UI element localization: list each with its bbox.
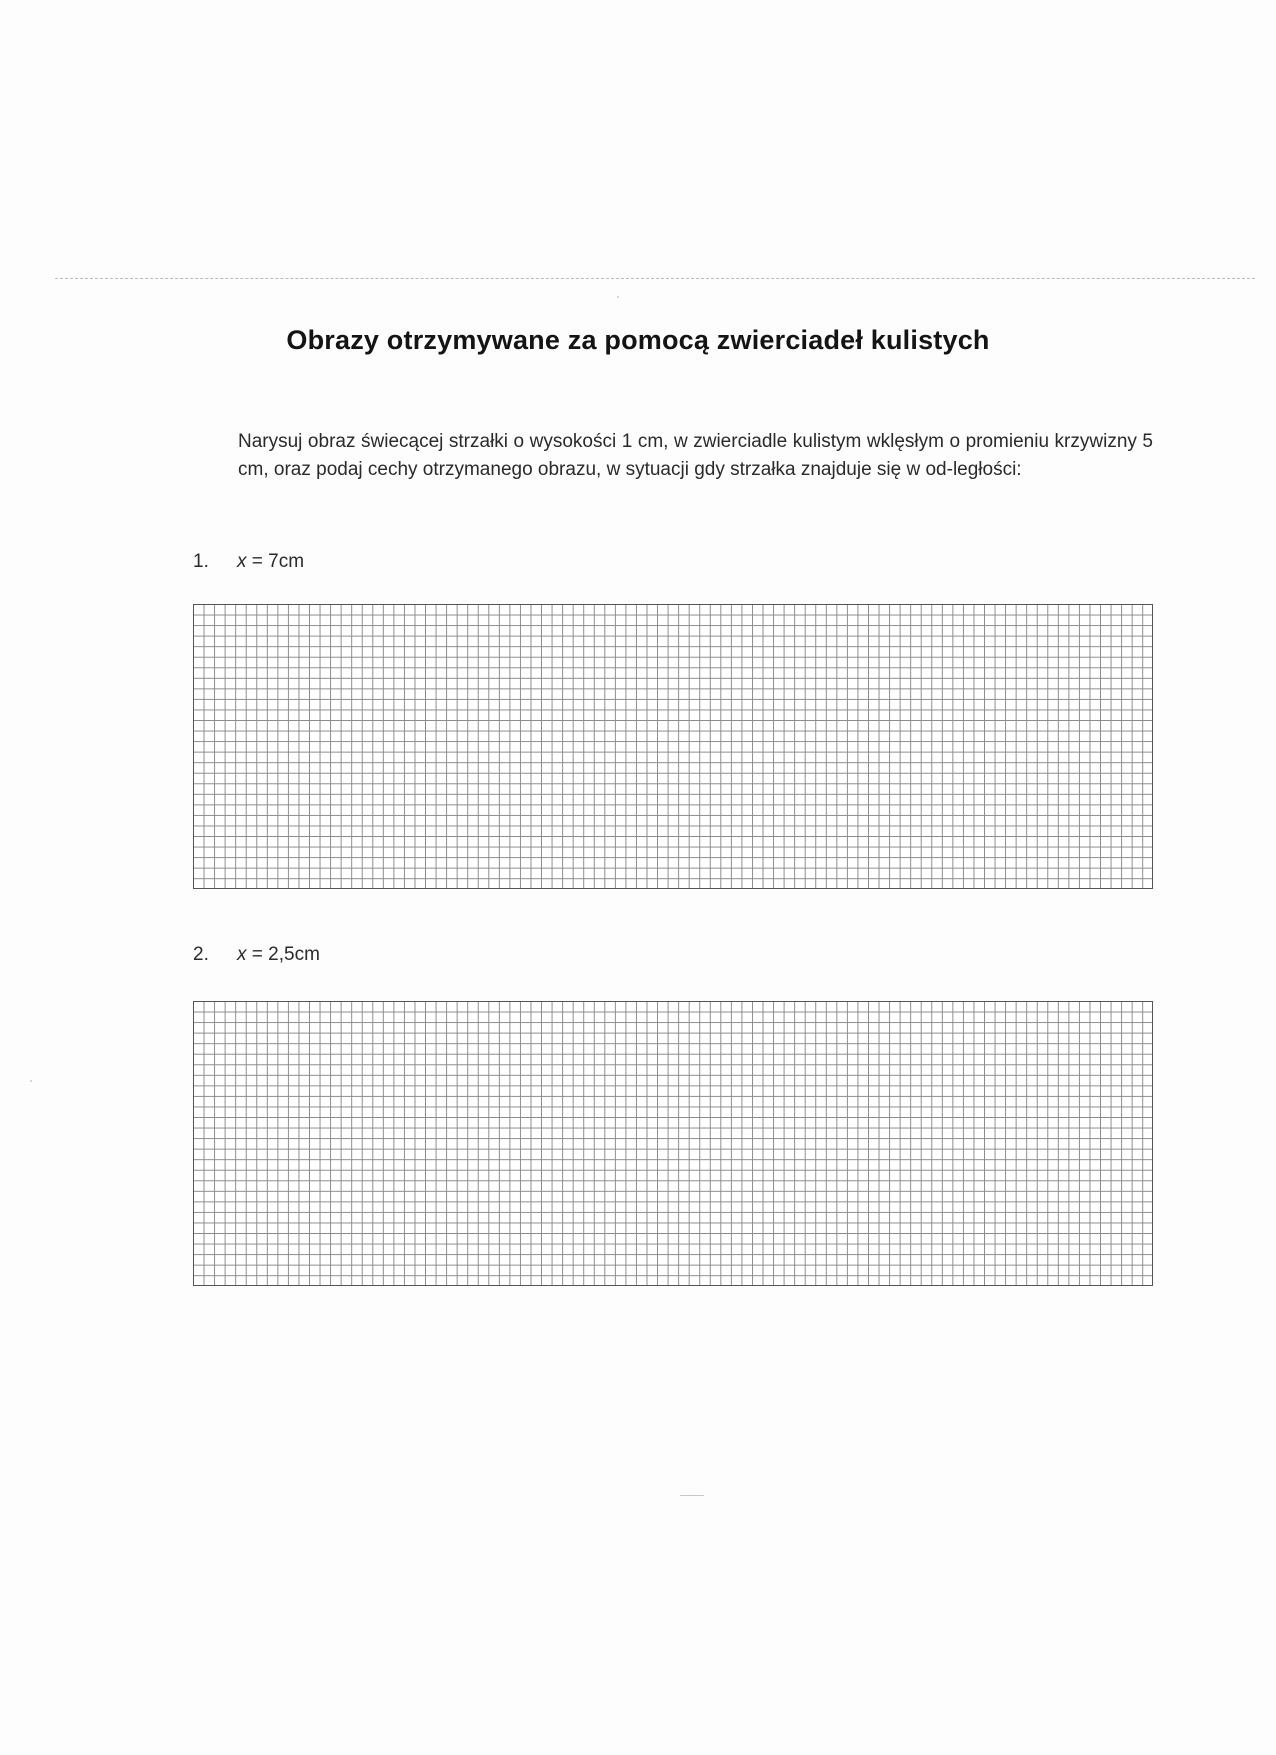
task-2-drawing-grid[interactable] <box>193 1001 1153 1286</box>
task-2-value: 2,5cm <box>268 944 320 965</box>
task-1-relation: = <box>246 551 269 572</box>
scan-speck <box>680 1495 704 1496</box>
cut-line-divider <box>55 278 1255 279</box>
task-instruction: Narysuj obraz świecącej strzałki o wysokości 1 cm, w zwierciadle kulistym wklęsłym o promieniu krzywizny 5 cm, oraz podaj cechy otrzymanego obrazu, w sytuacji gdy strzałka znajduje się w od-ległości: <box>238 431 1153 480</box>
task-2-formula <box>237 944 320 966</box>
task-1-number: 1. <box>193 551 209 572</box>
scan-speck <box>617 296 619 298</box>
worksheet-title: Obrazy otrzymywane za pomocą zwierciadeł kulistych <box>286 325 990 355</box>
task-1-drawing-grid[interactable] <box>193 604 1153 889</box>
task-2-number: 2. <box>193 944 209 965</box>
task-2-variable: x <box>237 944 247 965</box>
task-2-relation: = <box>246 944 269 965</box>
task-1-variable: x <box>237 551 247 572</box>
task-1-formula <box>237 551 304 573</box>
scan-speck <box>30 1080 32 1082</box>
task-1-value: 7cm <box>268 551 305 572</box>
